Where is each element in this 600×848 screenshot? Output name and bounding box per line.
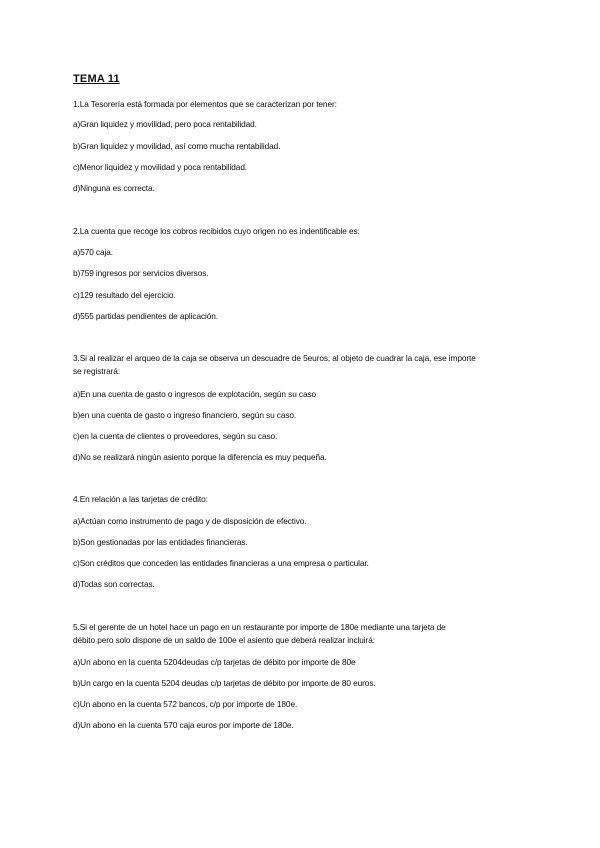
question-5-stem-cont: débito pero solo dispone de un saldo de 100e el asiento que deberá realizar incluirá: <box>73 635 375 645</box>
question-1-option-c: c)Menor liquidez y movilidad y poca rentabilidad. <box>73 162 248 172</box>
question-4-option-d: d)Todas son correctas. <box>73 579 155 589</box>
question-3-stem-cont: se registrará: <box>73 366 121 376</box>
question-1-stem: 1.La Tesorería está formada por elementos que se caracterizan por tener: <box>73 99 337 109</box>
question-5-option-d: d)Un abono en la cuenta 570 caja euros por importe de 180e. <box>73 720 294 730</box>
question-4-option-b: b)Son gestionadas por las entidades financieras. <box>73 537 248 547</box>
question-3-option-a: a)En una cuenta de gasto o ingresos de explotación, según su caso <box>73 389 317 399</box>
question-5-option-c: c)Un abono en la cuenta 572 bancos, c/p por importe de 180e. <box>73 699 298 709</box>
page-title: TEMA 11 <box>73 73 120 85</box>
question-4-option-a: a)Actúan como instrumento de pago y de disposición de efectivo. <box>73 516 307 526</box>
question-1-option-b: b)Gran liquidez y movilidad, así como mucha rentabilidad. <box>73 141 281 151</box>
question-5-option-b: b)Un cargo en la cuenta 5204 deudas c/p tarjetas de débito por importe de 80 euros. <box>73 678 376 688</box>
question-2-option-d: d)555 partidas pendientes de aplicación. <box>73 311 218 321</box>
question-2-option-b: b)759 ingresos por servicios diversos. <box>73 268 209 278</box>
question-5-option-a: a)Un abono en la cuenta 5204deudas c/p tarjetas de débito por importe de 80e <box>73 657 356 667</box>
question-3-stem: 3.Si al realizar el arqueo de la caja se observa un descuadre de 5euros, al objeto de cuadrar la caja, ese importe <box>73 353 476 363</box>
question-4-stem: 4.En relación a las tarjetas de crédito: <box>73 494 208 504</box>
question-1-option-a: a)Gran liquidez y movilidad, pero poca rentabilidad. <box>73 119 257 129</box>
question-3-option-b: b)en una cuenta de gasto o ingreso financiero, según su caso. <box>73 410 297 420</box>
question-3-option-c: c)en la cuenta de clientes o proveedores, según su caso. <box>73 431 278 441</box>
question-2-stem: 2.La cuenta que recoge los cobros recibidos cuyo origen no es indentificable es: <box>73 226 360 236</box>
question-4-option-c: c)Son créditos que conceden las entidades financieras a una empresa o particular. <box>73 558 369 568</box>
question-1-option-d: d)Ninguna es correcta. <box>73 183 155 193</box>
question-5-stem: 5.Si el gerente de un hotel hace un pago en un restaurante por importe de 180e mediante una tarjeta de <box>73 622 446 632</box>
question-2-option-c: c)129 resultado del ejercicio. <box>73 290 176 300</box>
question-2-option-a: a)570 caja. <box>73 247 113 257</box>
question-3-option-d: d)No se realizará ningún asiento porque la diferencia es muy pequeña. <box>73 452 327 462</box>
